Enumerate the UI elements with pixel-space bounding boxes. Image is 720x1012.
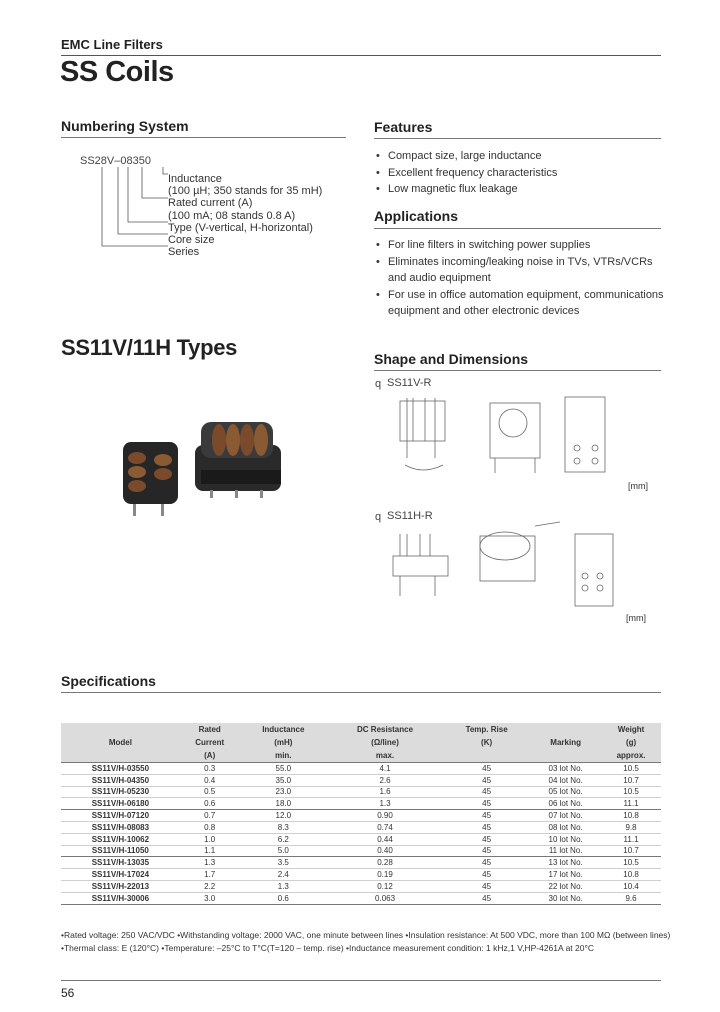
cell-model: SS11V/H-11050 [61,845,180,857]
cell-inductance: 2.4 [240,869,327,881]
cell-model: SS11V/H-17024 [61,869,180,881]
cell-inductance: 23.0 [240,786,327,798]
cell-temp-rise: 45 [443,857,530,869]
numbering-code: SS28V–08350 [80,155,151,167]
col-header-marking-sub [530,749,601,763]
features-list [374,148,664,198]
cell-rated-current: 2.2 [180,880,240,892]
table-row [61,845,661,857]
table-row [61,869,661,881]
col-header-marking-label: Marking [530,736,601,749]
cell-model: SS11V/H-08083 [61,821,180,833]
table-row [61,880,661,892]
shape-v-marker: q [375,378,382,390]
cell-weight: 10.7 [601,774,661,786]
dimension-drawing-ss11h [385,516,630,614]
cell-weight: 10.8 [601,869,661,881]
col-header-marking [530,723,601,736]
features-rule [374,138,661,139]
cell-dc-resistance: 1.3 [327,798,443,810]
page-number: 56 [61,986,75,1000]
col-header-model-label: Model [61,736,180,749]
numbering-leader-lines [80,167,175,257]
numbering-item: (100 µH; 350 stands for 35 mH) [168,185,323,198]
cell-model: SS11V/H-10062 [61,833,180,845]
types-title: SS11V/11H Types [61,335,238,360]
coil-horizontal-image [195,422,281,498]
feature-item: • Low magnetic flux leakage [374,181,664,198]
cell-dc-resistance: 0.19 [327,869,443,881]
col-header-inductance-unit: (mH) [240,736,327,749]
col-header-current-unit: Current [180,736,240,749]
specifications-rule [61,692,661,693]
cell-model: SS11V/H-07120 [61,810,180,822]
cell-weight: 10.5 [601,857,661,869]
footer-rule [61,980,661,981]
feature-item: • Compact size, large inductance [374,148,664,165]
applications-rule [374,228,661,229]
cell-marking: 07 lot No. [530,810,601,822]
cell-weight: 10.4 [601,880,661,892]
cell-marking: 11 lot No. [530,845,601,857]
cell-rated-current: 0.7 [180,810,240,822]
cell-temp-rise: 45 [443,774,530,786]
cell-temp-rise: 45 [443,763,530,775]
col-header-model [61,723,180,736]
cell-temp-rise: 45 [443,810,530,822]
numbering-item: Inductance [168,173,222,185]
col-header-dc-resistance-unit: (Ω/line) [327,736,443,749]
table-row [61,833,661,845]
cell-dc-resistance: 2.6 [327,774,443,786]
category-label: EMC Line Filters [61,37,163,52]
cell-temp-rise: 45 [443,880,530,892]
spec-table-body [61,763,661,905]
spec-note-1: •Rated voltage: 250 VAC/VDC •Withstanding voltage: 2000 VAC, one minute between lines •Insulation resistance: At 500 VDC, more than 100 MΩ (between lines) [61,930,671,940]
col-header-temp-rise-sub [443,749,530,763]
cell-marking: 13 lot No. [530,857,601,869]
cell-model: SS11V/H-05230 [61,786,180,798]
feature-item: • Excellent frequency characteristics [374,165,664,182]
col-header-dc-resistance-sub: max. [327,749,443,763]
applications-list [374,237,664,320]
table-row [61,798,661,810]
col-header-model-sub [61,749,180,763]
cell-rated-current: 1.7 [180,869,240,881]
cell-inductance: 18.0 [240,798,327,810]
numbering-list [168,173,322,258]
application-item: • For use in office automation equipment, communications equipment and other electronic devices [374,287,664,320]
dimension-drawing-ss11v [385,393,630,490]
cell-dc-resistance: 0.40 [327,845,443,857]
col-header-temp-rise-unit: (K) [443,736,530,749]
cell-dc-resistance: 0.063 [327,892,443,904]
col-header-weight: Weight [601,723,661,736]
cell-rated-current: 0.4 [180,774,240,786]
cell-temp-rise: 45 [443,845,530,857]
cell-model: SS11V/H-30006 [61,892,180,904]
specifications-table [61,723,661,905]
specifications-heading: Specifications [61,673,156,689]
cell-marking: 06 lot No. [530,798,601,810]
table-row [61,821,661,833]
cell-model: SS11V/H-03550 [61,763,180,775]
spec-note-2: •Thermal class: E (120°C) •Temperature: –25°C to T°C(T=120 – temp. rise) •Inductance measurement condition: 1 kHz,1 V,HP-4261A at 20°C [61,943,595,953]
cell-marking: 03 lot No. [530,763,601,775]
numbering-heading: Numbering System [61,118,189,134]
cell-model: SS11V/H-06180 [61,798,180,810]
cell-weight: 10.7 [601,845,661,857]
application-item: • For line filters in switching power supplies [374,237,664,254]
cell-marking: 10 lot No. [530,833,601,845]
cell-dc-resistance: 0.12 [327,880,443,892]
table-row [61,892,661,904]
col-header-inductance-sub: min. [240,749,327,763]
cell-inductance: 0.6 [240,892,327,904]
cell-rated-current: 0.5 [180,786,240,798]
cell-rated-current: 1.1 [180,845,240,857]
application-item: • Eliminates incoming/leaking noise in TVs, VTRs/VCRs and audio equipment [374,254,664,287]
table-row [61,774,661,786]
cell-marking: 30 lot No. [530,892,601,904]
coil-vertical-image [123,442,178,516]
cell-dc-resistance: 0.28 [327,857,443,869]
table-row [61,763,661,775]
cell-marking: 17 lot No. [530,869,601,881]
numbering-item: Core size [168,234,215,247]
cell-weight: 11.1 [601,833,661,845]
cell-temp-rise: 45 [443,821,530,833]
spec-table-header [61,723,661,763]
page-title: SS Coils [60,56,174,88]
col-header-temp-rise: Temp. Rise [443,723,530,736]
shape-h-marker: q [375,511,382,523]
col-header-dc-resistance: DC Resistance [327,723,443,736]
unit-label-h: [mm] [626,613,646,623]
unit-label-v: [mm] [628,481,648,491]
cell-inductance: 3.5 [240,857,327,869]
numbering-item: Series [168,246,200,259]
cell-dc-resistance: 0.44 [327,833,443,845]
cell-marking: 04 lot No. [530,774,601,786]
cell-weight: 9.6 [601,892,661,904]
table-row [61,857,661,869]
col-header-inductance: Inductance [240,723,327,736]
cell-dc-resistance: 4.1 [327,763,443,775]
cell-temp-rise: 45 [443,798,530,810]
cell-rated-current: 0.8 [180,821,240,833]
cell-weight: 10.5 [601,786,661,798]
features-heading: Features [374,119,433,135]
cell-marking: 08 lot No. [530,821,601,833]
cell-temp-rise: 45 [443,869,530,881]
cell-rated-current: 3.0 [180,892,240,904]
shape-rule [374,370,661,371]
cell-weight: 10.5 [601,763,661,775]
col-header-weight-sub: approx. [601,749,661,763]
cell-inductance: 1.3 [240,880,327,892]
col-header-current: Rated [180,723,240,736]
applications-heading: Applications [374,208,459,224]
cell-model: SS11V/H-04350 [61,774,180,786]
numbering-rule [61,137,346,138]
cell-rated-current: 0.6 [180,798,240,810]
cell-inductance: 6.2 [240,833,327,845]
cell-inductance: 8.3 [240,821,327,833]
cell-weight: 9.8 [601,821,661,833]
cell-marking: 22 lot No. [530,880,601,892]
cell-inductance: 55.0 [240,763,327,775]
shape-v-label: SS11V-R [387,377,432,389]
shape-heading: Shape and Dimensions [374,351,529,367]
table-row [61,786,661,798]
numbering-item: Rated current (A) [168,197,253,210]
cell-rated-current: 1.0 [180,833,240,845]
cell-rated-current: 1.3 [180,857,240,869]
cell-rated-current: 0.3 [180,763,240,775]
cell-temp-rise: 45 [443,833,530,845]
product-photo [115,410,285,520]
cell-dc-resistance: 1.6 [327,786,443,798]
cell-dc-resistance: 0.74 [327,821,443,833]
numbering-item: Type (V-vertical, H-horizontal) [168,221,313,234]
numbering-item: (100 mA; 08 stands 0.8 A) [168,209,296,222]
cell-model: SS11V/H-13035 [61,857,180,869]
table-row [61,810,661,822]
cell-inductance: 5.0 [240,845,327,857]
col-header-current-sub: (A) [180,749,240,763]
cell-temp-rise: 45 [443,786,530,798]
cell-marking: 05 lot No. [530,786,601,798]
cell-inductance: 35.0 [240,774,327,786]
col-header-weight-unit: (g) [601,736,661,749]
cell-weight: 10.8 [601,810,661,822]
cell-weight: 11.1 [601,798,661,810]
cell-dc-resistance: 0.90 [327,810,443,822]
cell-inductance: 12.0 [240,810,327,822]
cell-model: SS11V/H-22013 [61,880,180,892]
cell-temp-rise: 45 [443,892,530,904]
shape-h-label: SS11H-R [387,510,433,522]
